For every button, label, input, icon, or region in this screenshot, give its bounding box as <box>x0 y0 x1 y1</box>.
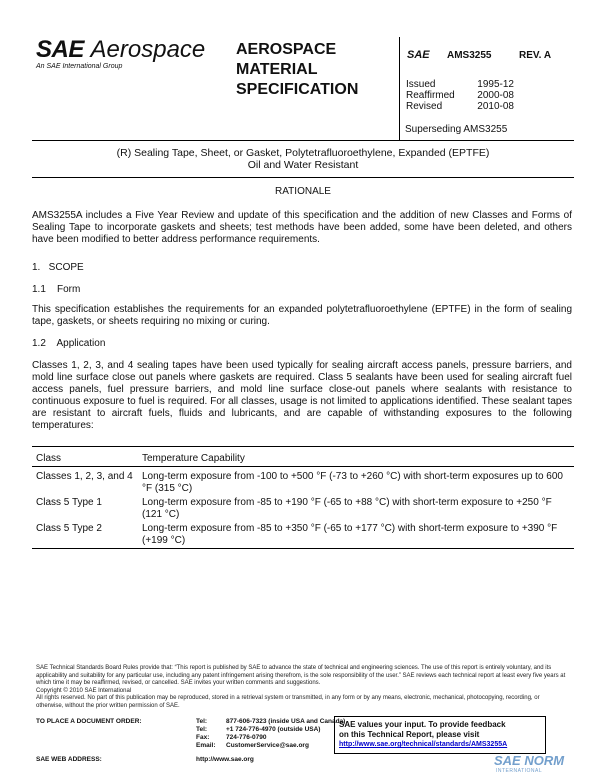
tel-value: 877-606-7323 (inside USA and Canada) <box>226 718 346 725</box>
document-dates <box>406 79 514 112</box>
sae-norm-watermark <box>494 753 564 774</box>
table-row-temperature: Long-term exposure from -100 to +500 °F (-73 to +260 °C) with short-term exposures up to 600 °F (315 °C) <box>142 471 563 494</box>
copyright-text: Copyright © 2010 SAE International <box>36 687 132 694</box>
tel2-value: +1 724-776-4970 (outside USA) <box>226 726 321 733</box>
form-heading: 1.1 Form <box>32 284 81 295</box>
title-line: SPECIFICATION <box>236 81 359 98</box>
table-top-rule <box>32 446 574 447</box>
order-contacts <box>36 718 345 750</box>
header-rule <box>32 140 574 141</box>
web-label: SAE WEB ADDRESS: <box>36 756 102 763</box>
logo-sae: SAE <box>36 36 84 63</box>
table-header-temperature: Temperature Capability <box>142 453 245 464</box>
application-paragraph: Classes 1, 2, 3, and 4 sealing tapes have been used typically for sealing aircraft access panels, pressure barriers, and mold line surface close out panels where gaskets are required. Class 5 sealants have been used for sealing aircraft fuel access panels, fuel pressure barriers, and mold line surface close-out panels where sealants with resistance to continuous exposure to fuel is required. For all classes, usage is not limited to applications identified. These sealant tapes are resistant to aircraft fuels, fluids and lubricants, and are capable of withstanding exposures to the following temperatures: <box>32 360 572 431</box>
revision-label: REV. A <box>519 50 552 61</box>
subject-line-1: (R) Sealing Tape, Sheet, or Gasket, Polytetrafluoroethylene, Expanded (EPTFE) <box>116 147 490 159</box>
fax-label: Fax: <box>196 734 210 741</box>
web-link[interactable]: http://www.sae.org <box>196 756 254 763</box>
table-row-class: Classes 1, 2, 3, and 4 <box>36 471 133 482</box>
table-header-class: Class <box>36 453 62 464</box>
subject-rule <box>32 177 574 178</box>
policy-text: SAE Technical Standards Board Rules provide that: “This report is published by SAE to advance the state of technical and engineering sciences. The use of this report is entirely voluntary, and its applicability and suitability for any particular use, including any patent infringement arising therefrom, is the sole responsibility of the user.” SAE reviews each technical report at least every five years at which time it may be reaffirmed, revised, or cancelled. SAE invites your written comments and suggestions. <box>36 665 566 686</box>
document-subject <box>32 147 574 171</box>
header-divider <box>399 37 400 141</box>
rights-text: All rights reserved. No part of this publication may be reproduced, stored in a retrieval system or transmitted, in any form or by any means, electronic, mechanical, photocopying, recording, or otherwise, without the prior written permission of SAE. <box>36 695 540 709</box>
superseding-note: Superseding AMS3255 <box>405 124 508 135</box>
email-link[interactable]: CustomerService@sae.org <box>226 742 309 749</box>
reaffirmed-date: 2000-08 <box>477 90 514 101</box>
form-paragraph: This specification establishes the requirements for an expanded polytetrafluoroethylene (EPTFE) in the form of sealing tape, gaskets, or sheets requiring no mixing or curing. <box>32 304 572 327</box>
revised-date: 2010-08 <box>477 101 514 112</box>
watermark-subtext: INTERNATIONAL <box>496 768 543 774</box>
title-line: AEROSPACE <box>236 41 337 58</box>
tel-label: Tel: <box>196 718 208 725</box>
subject-line-2: Oil and Water Resistant <box>247 159 359 171</box>
email-label: Email: <box>196 742 216 749</box>
fax-value: 724-776-0790 <box>226 734 267 741</box>
application-heading: 1.2 Application <box>32 338 106 349</box>
table-header-rule <box>32 466 574 467</box>
feedback-box <box>334 716 546 754</box>
reaffirmed-label: Reaffirmed <box>406 90 455 101</box>
feedback-line-1: SAE values your input. To provide feedback <box>339 720 506 729</box>
tel2-label: Tel: <box>196 726 208 733</box>
document-type-title <box>236 40 396 100</box>
order-label: TO PLACE A DOCUMENT ORDER: <box>36 718 142 725</box>
legal-notice <box>36 665 568 710</box>
table-row-temperature: Long-term exposure from -85 to +350 °F (-65 to +177 °C) with short-term exposure to +390 °F (+199 °C) <box>142 523 558 546</box>
table-row-class: Class 5 Type 2 <box>36 523 102 534</box>
feedback-line-2: on this Technical Report, please visit <box>339 730 480 739</box>
issued-label: Issued <box>406 79 436 90</box>
sae-aerospace-logo <box>36 38 205 70</box>
table-bottom-rule <box>32 548 574 549</box>
logo-subtitle: An SAE International Group <box>36 63 123 70</box>
feedback-link[interactable]: http://www.sae.org/technical/standards/AMS3255A <box>339 741 508 748</box>
rationale-paragraph: AMS3255A includes a Five Year Review and update of this specification and the addition of new Classes and Forms of Sealing Tape to incorporate gaskets and sheets; test methods have been added, some have been deleted, and others have been modified to better address performance requirements. <box>32 210 572 245</box>
watermark-text: SAE NORM <box>494 753 565 768</box>
table-row-class: Class 5 Type 1 <box>36 497 102 508</box>
document-number: AMS3255 <box>447 50 492 61</box>
rationale-heading: RATIONALE <box>275 186 331 197</box>
title-line: MATERIAL <box>236 61 318 78</box>
web-address <box>36 756 254 763</box>
revised-label: Revised <box>406 101 443 112</box>
logo-aerospace: Aerospace <box>90 36 206 63</box>
table-row-temperature: Long-term exposure from -85 to +190 °F (-65 to +88 °C) with short-term exposure to +250 °F (121 °C) <box>142 497 552 520</box>
scope-heading: 1. SCOPE <box>32 262 84 273</box>
issued-date: 1995-12 <box>477 79 514 90</box>
sae-mark: SAE <box>407 49 430 61</box>
